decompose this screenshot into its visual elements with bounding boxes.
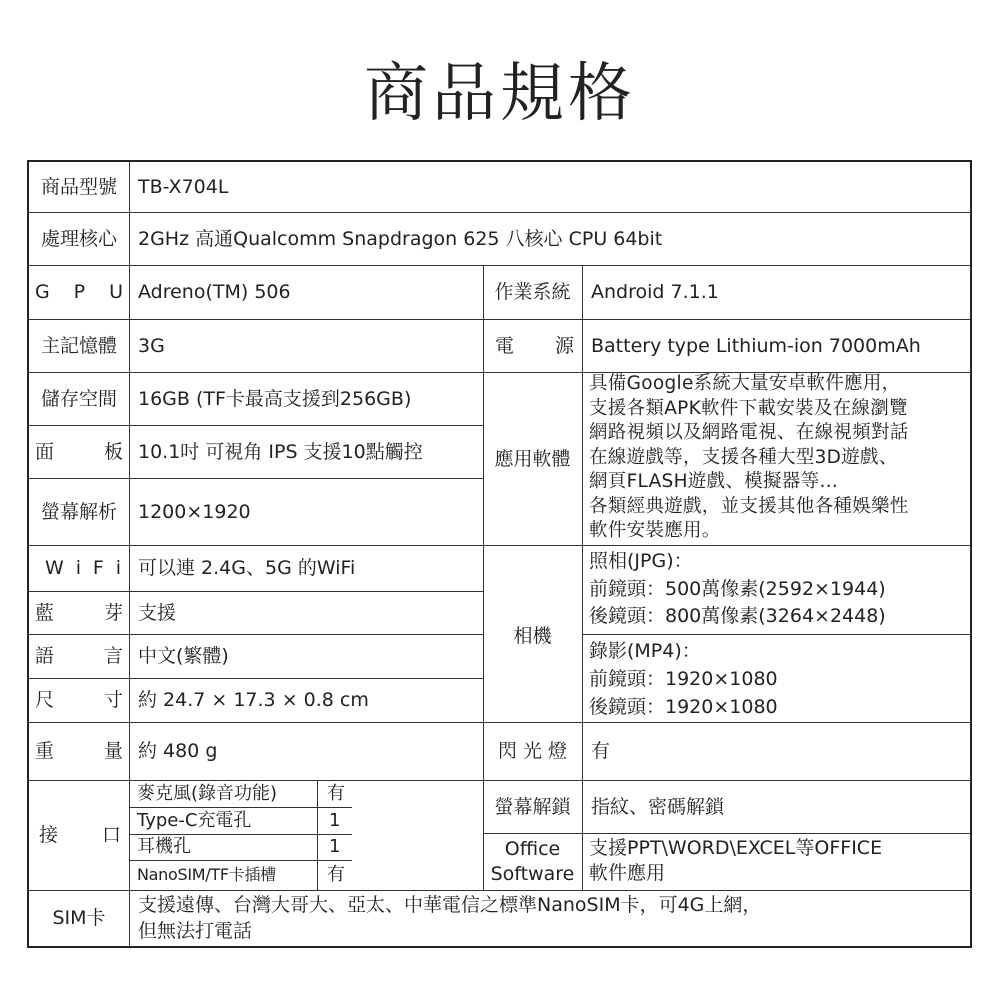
model-label: 商品型號 (40, 176, 117, 198)
weight-value: 約 480 g (138, 740, 218, 762)
port-name: NanoSIM/TF卡插槽 (137, 865, 276, 884)
apps-label: 應用軟體 (494, 447, 571, 470)
unlock-label: 螢幕解鎖 (494, 795, 571, 818)
camera-label: 相機 (513, 625, 552, 647)
flash-label: 閃 光 燈 (497, 740, 568, 762)
sim-label: SIM卡 (52, 907, 106, 929)
page-title: 商品規格 (364, 57, 636, 131)
office-label: Office Software (490, 837, 575, 885)
office-value: 支援PPT\WORD\EXCEL等OFFICE 軟件應用 (589, 837, 883, 884)
unlock-value: 指紋、密碼解鎖 (591, 795, 725, 818)
language-label: 語 言 (35, 645, 123, 667)
panel-label: 面 板 (35, 440, 123, 463)
os-label: 作業系統 (494, 281, 571, 303)
camera-photo: 照相(JPG)： 前鏡頭：500萬像素(2592×1944) 後鏡頭：800萬像素(3264×2448) (589, 550, 886, 627)
language-value: 中文(繁體) (138, 645, 229, 667)
port-value: 有 (327, 782, 345, 804)
port-value: 有 (327, 864, 345, 885)
camera-video: 錄影(MP4)： 前鏡頭：1920×1080 後鏡頭：1920×1080 (589, 640, 778, 718)
bluetooth-label: 藍 芽 (35, 601, 123, 624)
panel-value: 10.1吋 可視角 IPS 支援10點觸控 (138, 440, 423, 463)
resolution-value: 1200×1920 (138, 500, 251, 523)
port-value: 1 (329, 836, 341, 857)
ram-value: 3G (138, 334, 165, 357)
os-value: Android 7.1.1 (591, 281, 719, 303)
bluetooth-value: 支援 (138, 601, 177, 624)
power-value: Battery type Lithium-ion 7000mAh (591, 334, 921, 357)
port-name: 麥克風(錄音功能) (137, 782, 278, 804)
gpu-label: G P U (35, 281, 123, 303)
model-value: TB-X704L (138, 176, 229, 198)
col-divider (317, 780, 318, 890)
ports-label: 接 口 (39, 824, 121, 846)
port-value: 1 (329, 809, 341, 831)
size-label: 尺 寸 (35, 689, 123, 711)
wifi-label: W i F i (45, 557, 121, 579)
flash-value: 有 (591, 740, 611, 762)
storage-label: 儲存空間 (40, 387, 117, 410)
power-label: 電 源 (495, 334, 574, 357)
wifi-value: 可以連 2.4G、5G 的WiFi (138, 557, 356, 579)
apps-value: 具備Google系統大量安卓軟件應用， 支援各類APK軟件下載安裝及在線瀏覽 網路視頻以及網路電視、在線視頻對話 在線遊戲等，支援各種大型3D遊戲、 網頁FLASH遊戲、模擬器等… 各類經典遊戲，並支援其他各種娛樂性 軟件安裝應用。 (589, 373, 909, 541)
resolution-label: 螢幕解析 (40, 500, 117, 523)
spec-table (27, 160, 972, 948)
port-name: 耳機孔 (137, 836, 191, 857)
port-name: Type-C充電孔 (137, 809, 252, 831)
cpu-label: 處理核心 (40, 227, 117, 250)
sim-value: 支援遠傳、台灣大哥大、亞太、中華電信之標準NanoSIM卡，可4G上網， 但無法打電話 (138, 894, 762, 942)
size-value: 約 24.7 × 17.3 × 0.8 cm (138, 689, 369, 711)
ram-label: 主記憶體 (40, 334, 117, 357)
gpu-value: Adreno(TM) 506 (138, 281, 291, 303)
storage-value: 16GB (TF卡最高支援到256GB) (138, 387, 412, 410)
weight-label: 重 量 (35, 740, 123, 762)
cpu-value: 2GHz 高通Qualcomm Snapdragon 625 八核心 CPU 64bit (138, 227, 663, 250)
